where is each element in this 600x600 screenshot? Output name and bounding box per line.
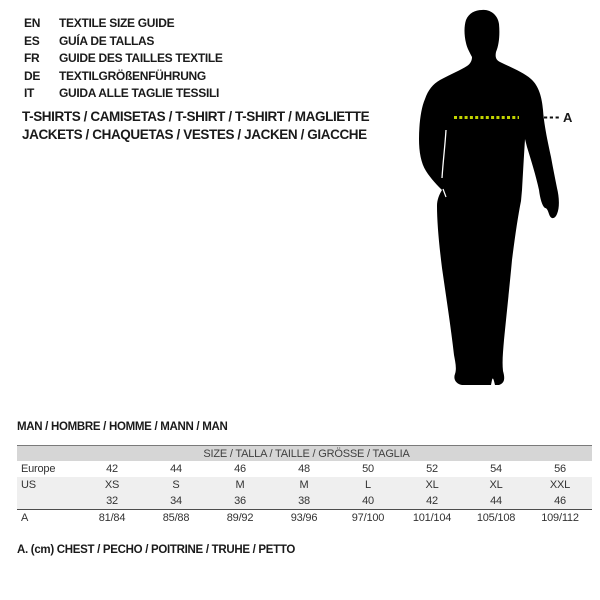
size-cell: 85/88 <box>144 510 208 527</box>
table-row <box>17 477 592 493</box>
size-cell: 93/96 <box>272 510 336 527</box>
size-cell: 52 <box>426 463 438 475</box>
section-title-man: MAN / HOMBRE / HOMME / MANN / MAN <box>17 421 228 433</box>
language-row <box>24 85 223 103</box>
language-code: IT <box>24 86 35 100</box>
size-cell: 50 <box>362 463 374 475</box>
row-label: A <box>17 510 80 527</box>
size-table-header: SIZE / TALLA / TAILLE / GRÖSSE / TAGLIA <box>17 446 592 462</box>
language-row <box>24 15 223 33</box>
size-cell: 42 <box>106 463 118 475</box>
row-label <box>17 493 80 510</box>
table-row <box>17 493 592 510</box>
language-code: DE <box>24 68 41 83</box>
size-cell: M <box>208 477 272 493</box>
size-cell: 46 <box>234 463 246 475</box>
language-code: EN <box>24 16 41 30</box>
size-cell: 44 <box>464 493 528 510</box>
language-label: GUIDA ALLE TAGLIE TESSILI <box>59 86 220 100</box>
size-cell: 48 <box>298 463 310 475</box>
size-cell: 54 <box>490 463 502 475</box>
measure-label-a: A <box>563 110 573 125</box>
size-table-header-row <box>17 446 592 462</box>
man-silhouette-body <box>419 10 559 385</box>
size-cell: 38 <box>272 493 336 510</box>
size-cell: 40 <box>336 493 400 510</box>
size-cell: 36 <box>208 493 272 510</box>
category-line-tshirts: T-SHIRTS / CAMISETAS / T-SHIRT / T-SHIRT / MAGLIETTE <box>22 109 370 124</box>
man-silhouette <box>410 0 600 400</box>
man-silhouette-figure <box>410 0 600 400</box>
size-cell: XS <box>80 477 144 493</box>
garment-categories <box>22 108 369 143</box>
language-code: FR <box>24 51 40 65</box>
language-label: GUIDE DES TAILLES TEXTILE <box>59 51 223 65</box>
table-row <box>17 461 592 477</box>
size-cell: 81/84 <box>80 510 144 527</box>
size-cell: 46 <box>528 493 592 510</box>
language-label: TEXTILGRÖßENFÜHRUNG <box>59 68 206 83</box>
size-table-body <box>17 461 592 526</box>
size-cell: 97/100 <box>336 510 400 527</box>
language-row <box>24 33 223 51</box>
size-cell: 44 <box>170 463 182 475</box>
size-cell: XXL <box>528 477 592 493</box>
category-line-jackets: JACKETS / CHAQUETAS / VESTES / JACKEN / GIACCHE <box>22 126 367 142</box>
language-label: TEXTILE SIZE GUIDE <box>59 16 175 30</box>
language-code: ES <box>24 33 40 48</box>
measurement-footnote: A. (cm) CHEST / PECHO / POITRINE / TRUHE / PETTO <box>17 544 296 556</box>
size-cell: XL <box>400 477 464 493</box>
size-cell: 105/108 <box>464 510 528 527</box>
table-row <box>17 510 592 527</box>
size-cell: 109/112 <box>528 510 592 527</box>
size-table <box>17 445 592 526</box>
size-cell: 101/104 <box>400 510 464 527</box>
row-label: Europe <box>21 463 56 475</box>
size-cell: 56 <box>554 463 566 475</box>
language-list <box>24 15 223 103</box>
size-cell: XL <box>464 477 528 493</box>
size-cell: 89/92 <box>208 510 272 527</box>
language-row <box>24 68 223 86</box>
language-label: GUÍA DE TALLAS <box>59 33 155 48</box>
size-cell: M <box>272 477 336 493</box>
language-row <box>24 50 223 68</box>
row-label: US <box>17 477 80 493</box>
size-cell: S <box>144 477 208 493</box>
size-cell: 42 <box>400 493 464 510</box>
size-cell: 34 <box>144 493 208 510</box>
size-cell: 32 <box>80 493 144 510</box>
size-cell: L <box>336 477 400 493</box>
